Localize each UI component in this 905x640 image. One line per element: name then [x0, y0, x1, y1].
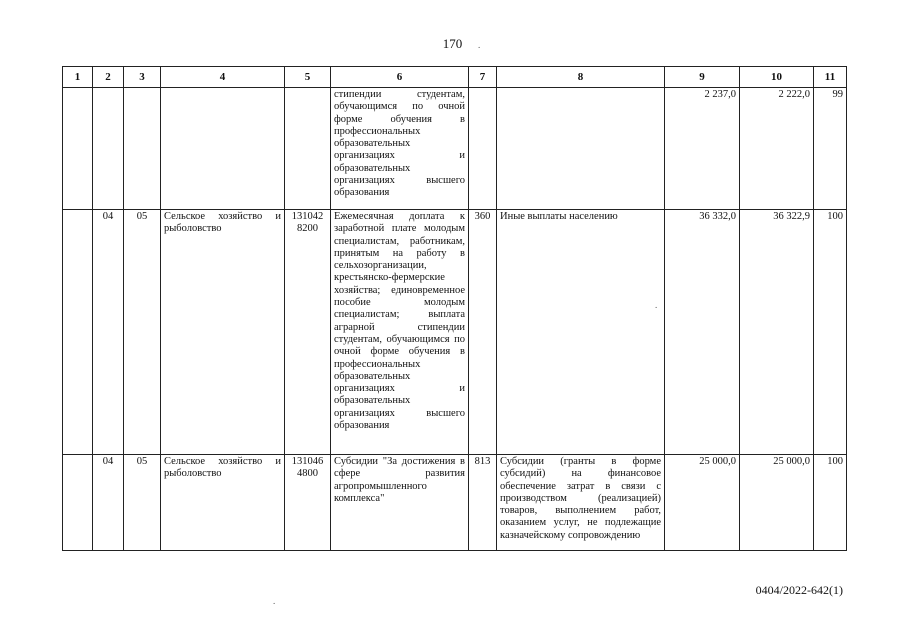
cell-name: [161, 88, 285, 210]
cell-name: Сельское хозяйство и рыболовство: [161, 210, 285, 455]
cell-subsection: 05: [124, 210, 161, 455]
cell-section: 04: [93, 455, 124, 551]
cell-expense-name: [497, 88, 665, 210]
header-cell-5: 5: [285, 67, 331, 88]
cell-actual-amount: 2 222,0: [740, 88, 814, 210]
target-code-part1: 131042: [291, 211, 324, 222]
cell-target-code: [285, 455, 331, 551]
header-cell-8: 8: [497, 67, 665, 88]
cell-col1: [63, 455, 93, 551]
cell-expense-name: Иные выплаты населению: [497, 210, 665, 455]
cell-plan-amount: 2 237,0: [665, 88, 740, 210]
target-code-part2: 4800: [297, 468, 318, 480]
header-cell-10: 10: [740, 67, 814, 88]
scan-speck: .: [478, 40, 481, 50]
scan-speck: .: [273, 596, 276, 606]
cell-subsection: [124, 88, 161, 210]
cell-description: стипендии студентам, обучающимся по очной форме обучения в профессиональных образовательных организациях и образовательных организациях высшего образования: [331, 88, 469, 210]
cell-section: [93, 88, 124, 210]
cell-description: Субсидии "За достижения в сфере развития агропромышленного комплекса": [331, 455, 469, 551]
target-code-part1: 131046: [291, 456, 324, 467]
header-row: [63, 67, 847, 88]
cell-plan-amount: 36 332,0: [665, 210, 740, 455]
header-cell-7: 7: [469, 67, 497, 88]
cell-target-code: [285, 88, 331, 210]
scan-speck: .: [655, 300, 658, 310]
header-cell-9: 9: [665, 67, 740, 88]
cell-subsection: 05: [124, 455, 161, 551]
cell-expense-name: Субсидии (гранты в форме субсидий) на финансовое обеспечение затрат в связи с производством (реализацией) товаров, выполнением работ, оказанием услуг, не подлежащие казначейскому сопровождению: [497, 455, 665, 551]
cell-plan-amount: 25 000,0: [665, 455, 740, 551]
cell-description: Ежемесячная доплата к заработной плате молодым специалистам, работникам, принятым на работу в сельхозорганизации, крестьянско-фермерские хозяйства; единовременное пособие молодым специалистам; выплата аграрной стипендии студентам, обучающимся по очной форме обучения в профессиональных образовательных организациях и образовательных организациях высшего образования: [331, 210, 469, 455]
table-row: [63, 455, 847, 551]
page-number: 170: [442, 36, 463, 51]
header-cell-1: 1: [63, 67, 93, 88]
document-code: 0404/2022-642(1): [755, 583, 843, 597]
budget-table: [62, 66, 847, 551]
cell-col1: [63, 88, 93, 210]
cell-actual-amount: 25 000,0: [740, 455, 814, 551]
cell-percent: 99: [814, 88, 847, 210]
header-cell-4: 4: [161, 67, 285, 88]
cell-expense-type: 360: [469, 210, 497, 455]
cell-percent: 100: [814, 455, 847, 551]
cell-section: 04: [93, 210, 124, 455]
table-row: [63, 88, 847, 210]
header-cell-2: 2: [93, 67, 124, 88]
header-cell-3: 3: [124, 67, 161, 88]
cell-actual-amount: 36 322,9: [740, 210, 814, 455]
cell-name: Сельское хозяйство и рыболовство: [161, 455, 285, 551]
cell-target-code: [285, 210, 331, 455]
cell-percent: 100: [814, 210, 847, 455]
cell-expense-type: 813: [469, 455, 497, 551]
target-code-part2: 8200: [297, 223, 318, 235]
table-row: [63, 210, 847, 455]
cell-col1: [63, 210, 93, 455]
header-cell-6: 6: [331, 67, 469, 88]
cell-expense-type: [469, 88, 497, 210]
header-cell-11: 11: [814, 67, 847, 88]
